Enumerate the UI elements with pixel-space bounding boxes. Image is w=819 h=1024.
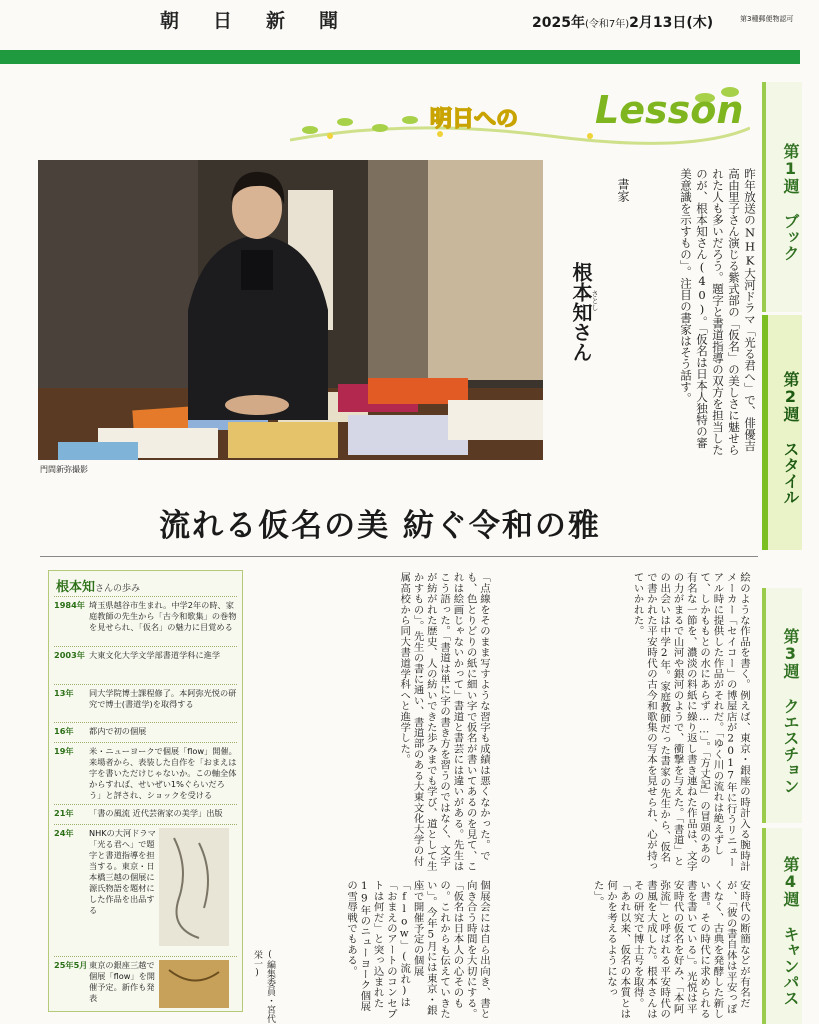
week-tab-1 bbox=[762, 82, 802, 312]
timeline-entry bbox=[54, 804, 237, 822]
timeline-title-name: 根本知 bbox=[56, 580, 96, 595]
timeline-year: 21年 bbox=[54, 808, 74, 818]
article-column-3: 安時代の断簡などが有名だが、「彼の書自体は平安っぽくなく、古典を発酵した新しい書。その時代に求められる書を書いている」。光悦は平安時代の仮名を好み、「本阿弥流」と呼ばれる平安時代の書風を大成した。根本さんはその研究で博士号を取得。「あれ以来、仮名の本質とは何かを考えるようになった」。 bbox=[591, 880, 750, 1020]
profile-name-ruby: さとし bbox=[591, 290, 599, 311]
profile-name: 根本知さん bbox=[569, 262, 593, 362]
timeline-title bbox=[56, 576, 140, 595]
timeline-year: 13年 bbox=[54, 688, 74, 698]
timeline-year: 25年5月 bbox=[54, 960, 88, 970]
issue-date bbox=[532, 12, 713, 32]
photo-credit: 門間新弥撮影 bbox=[40, 465, 88, 474]
lesson-title-big: Lesson bbox=[595, 88, 744, 132]
timeline-year: 1984年 bbox=[54, 600, 85, 610]
headline: 流れる仮名の美 紡ぐ令和の雅 bbox=[159, 508, 601, 544]
timeline-text: 埼玉県越谷市生まれ。中学2年の時、家庭教師の先生から「古今和歌集」の巻物を見せられ、「仮名」の魅力に目覚める bbox=[89, 600, 237, 632]
week-tab-2-label: 第2週 bbox=[781, 370, 800, 422]
week-tab-1-label: 第1週 bbox=[781, 143, 800, 194]
week-tab-4 bbox=[762, 828, 802, 1024]
issue-day: 2月13日 bbox=[629, 15, 687, 31]
lesson-title-small: 明日への bbox=[430, 107, 519, 132]
week-tab-3-label: 第3週 bbox=[781, 627, 800, 679]
timeline-entry bbox=[54, 684, 237, 720]
week-tab-1-theme: ブック bbox=[781, 213, 800, 261]
exhibition-work-image bbox=[159, 960, 229, 1008]
week-tab-4-theme: キャンパス bbox=[781, 926, 800, 1006]
timeline-title-sub: さんの歩み bbox=[95, 584, 141, 594]
postal-note: 第3種郵便物認可 bbox=[740, 15, 794, 23]
article-column-2: 「点線をそのまま写すような習字も成績は悪くなかった。でも、色とりどりの紙に細い字で仮名が書いてあるのを見て、これは絵画じゃないかって」書道と書芸には違いがある。先生はこう語った。「書道は単に字の書き方を習うのではなく、文字が紡がれた歴史、人の紡いできた歩みまでも学び、道として生かすもの」。先生の書に通い、書道部のある大東文化大学の付属高校から同大書道学科へと進学した。 bbox=[398, 572, 490, 872]
masthead bbox=[0, 0, 819, 70]
byline: (編集委員・宮代栄一) bbox=[252, 950, 275, 1023]
timeline-year: 24年 bbox=[54, 828, 74, 838]
week-tab-2 bbox=[762, 315, 802, 550]
newspaper-name: 朝日新聞 bbox=[160, 10, 373, 32]
headline-rule bbox=[40, 556, 758, 557]
issue-era: (令和7年) bbox=[584, 19, 630, 30]
timeline-entry bbox=[54, 742, 237, 802]
header-green-bar bbox=[0, 50, 800, 64]
timeline-entry bbox=[54, 824, 237, 954]
issue-year: 2025年 bbox=[532, 15, 585, 31]
calligraphy-work-image bbox=[159, 828, 229, 946]
week-tab-3 bbox=[762, 588, 802, 823]
timeline-text: 東京の銀座三越で個展「flow」を開催予定。新作も発表 bbox=[89, 960, 155, 1003]
timeline-text: 都内で初の個展 bbox=[89, 726, 147, 736]
timeline-entry bbox=[54, 722, 237, 740]
week-tab-2-theme: スタイル bbox=[781, 440, 800, 505]
timeline-text: NHKの大河ドラマ「光る君へ」で題字と書道指導を担当する。東京・日本橋三越の個展に源氏物語を題材にした作品を出品する bbox=[89, 828, 156, 915]
profile-role: 書家 bbox=[616, 178, 630, 202]
timeline-text: 同大学院博士課程修了。本阿弥光悦の研究で博士(書道学)を取得する bbox=[89, 688, 237, 709]
issue-weekday: (木) bbox=[686, 15, 714, 31]
timeline-entry bbox=[54, 956, 237, 1008]
week-tab-4-label: 第4週 bbox=[781, 856, 800, 907]
timeline-year: 16年 bbox=[54, 726, 74, 736]
article-column-4: 個展会には自ら出向き、書と向き合う時間を大切にする。「仮名は日本人の心そのもの。これからも伝えていきたい」。今年5月には東京・銀座で開催予定の個展「flow」(流れ)は「おまえのアートのコンセプトは何だ」と突っ込まれた19年のニューヨーク個展の雪辱戦でもある。 bbox=[345, 880, 490, 1020]
lead-paragraph: 昨年放送のNHK大河ドラマ「光る君へ」で、俳優吉高由里子さん演じる紫式部の「仮名」の美しさに魅せられた人も多いだろう。題字と書道指導の双方を担当したのが、根本知さん(40)。「仮名は日本人独特の審美意識を示すもの」。注目の書家はそう話す。 bbox=[679, 168, 757, 456]
article-column-1: 絵のような作品を書く。例えば、東京・銀座の時計入る腕時計メーカー「セイコー」の博屋店が2017年に行うリニューアル時に提供した作品がそれだ。「ゆく川の流れは絶えずして、しかももとの水にあらず……」。「方丈記」の冒頭のあの有名な一節を、濃淡の料紙に繰り返し書き連ねた作品は、文字の力がまるで山河や銀河のようで、衝撃を与えた。「書道」との出会いは中学2年。家庭教師だった書家の先生から、仮名で書かれた平安時代の古今和歌集の写本を見せられ、心が持っていかれた。 bbox=[631, 572, 750, 872]
timeline-entry bbox=[54, 596, 237, 644]
timeline-entry bbox=[54, 646, 237, 682]
week-tab-3-theme: クエスチョン bbox=[781, 697, 800, 794]
timeline-year: 2003年 bbox=[54, 650, 85, 660]
timeline-year: 19年 bbox=[54, 746, 74, 756]
timeline-text: 米・ニューヨークで個展「flow」開催。来場者から、表装した自作を「おまえは字を書いただけじゃないか。この軸全体からすれば、せいぜい1%ぐらいだろう」と評され、ショックを受ける bbox=[89, 746, 237, 800]
timeline-text: 「書の風流 近代芸術家の美学」出版 bbox=[89, 808, 223, 818]
portrait-photo bbox=[38, 160, 543, 460]
timeline-text: 大東文化大学文学部書道学科に進学 bbox=[89, 650, 221, 660]
